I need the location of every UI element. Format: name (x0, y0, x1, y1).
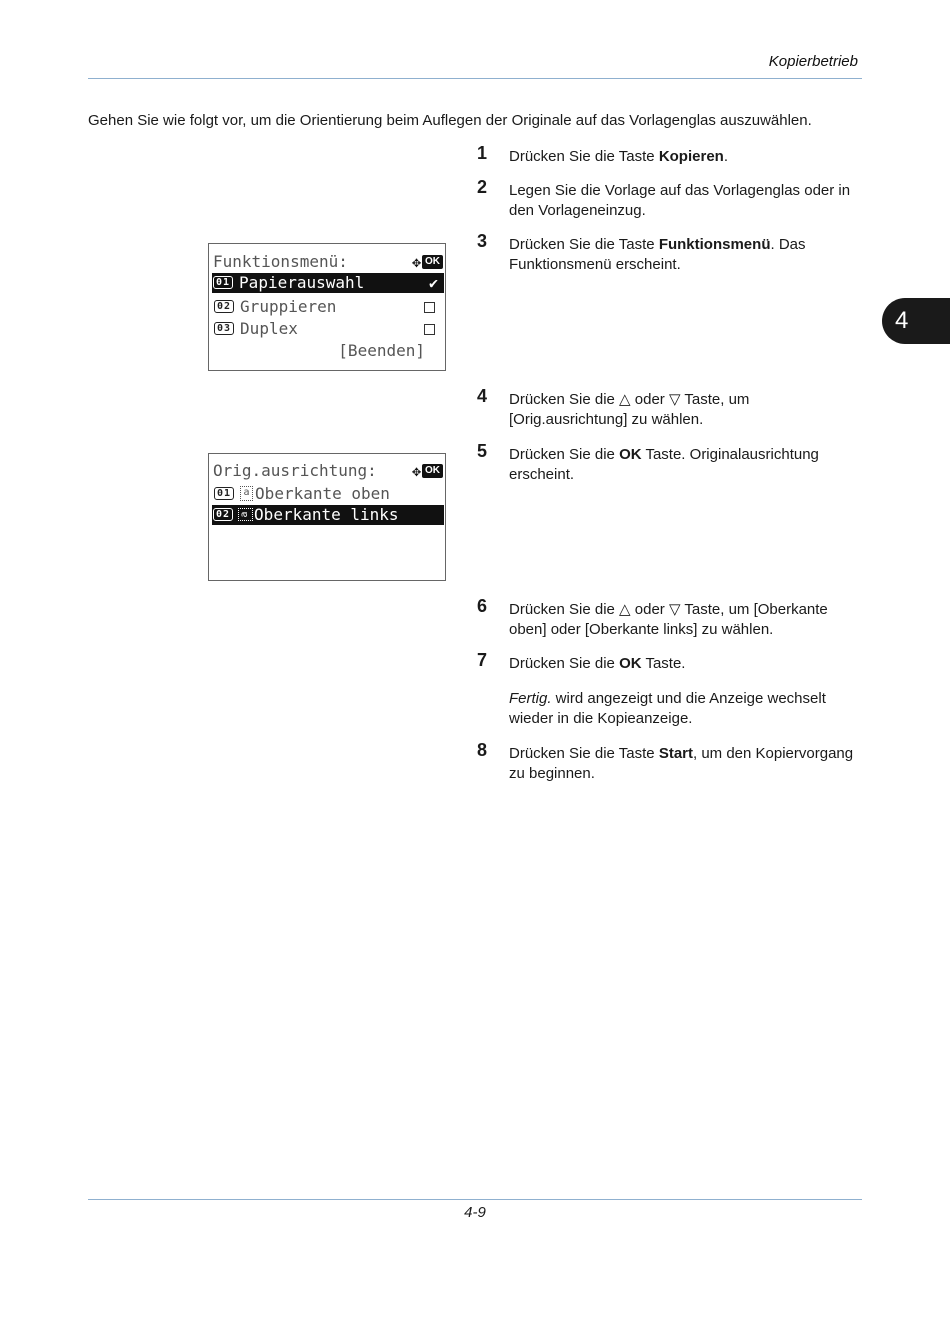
orientation-top-icon: a (240, 486, 253, 501)
item-label: Gruppieren (240, 297, 337, 316)
lcd-title: Orig.ausrichtung: (213, 461, 377, 480)
item-number-badge: 01 (214, 487, 234, 500)
step-text: Drücken Sie die △ oder ▽ Taste, um [Orig.ausrichtung] zu wählen. (509, 391, 750, 428)
lcd-menu-item-duplex[interactable] (213, 319, 445, 339)
item-number-badge: 02 (213, 508, 233, 521)
step-text: Drücken Sie die Taste Funktionsmenü. Das Funktionsmenü erscheint. (509, 236, 806, 273)
step-number: 8 (477, 740, 488, 760)
step-number: 6 (477, 596, 488, 616)
item-label: Duplex (240, 319, 298, 338)
header-rule (88, 78, 862, 79)
item-label: Oberkante oben (255, 484, 390, 503)
header-title: Kopierbetrieb (768, 53, 858, 70)
intro-text: Gehen Sie wie folgt vor, um die Orientierung beim Auflegen der Originale auf das Vorlagenglas auszuwählen. (88, 112, 812, 129)
lcd-menu-item-gruppieren[interactable] (213, 297, 445, 317)
step-number: 2 (477, 177, 488, 197)
item-label: Oberkante links (254, 505, 399, 524)
chapter-tab: 4 (882, 298, 950, 344)
lcd-menu-item-oberkante-oben[interactable] (213, 484, 445, 504)
page-number: 4-9 (464, 1204, 486, 1221)
step-number: 1 (477, 143, 488, 163)
step-text: Drücken Sie die Taste Start, um den Kopiervorgang zu beginnen. (509, 745, 854, 782)
ok-icon: OK (422, 255, 443, 269)
lcd-screen-orig-orientation (208, 453, 446, 581)
step-text: Legen Sie die Vorlage auf das Vorlagenglas oder in den Vorlageneinzug. (509, 182, 851, 219)
lcd-title-row (213, 252, 445, 272)
lcd-menu-item-oberkante-links[interactable] (212, 505, 444, 525)
item-label: Papierauswahl (239, 273, 365, 292)
checkbox-icon (424, 302, 435, 313)
step-7-note: Fertig. wird angezeigt und die Anzeige wechselt wieder in die Kopieanzeige. (509, 690, 826, 727)
lcd-end-button[interactable]: [Beenden] (338, 341, 425, 360)
footer-rule (88, 1199, 862, 1200)
item-number-badge: 01 (213, 276, 233, 289)
orientation-left-icon: a (238, 508, 253, 521)
navigation-icon: ✥ (411, 253, 421, 271)
step-text: Drücken Sie die OK Taste. Originalausrichtung erscheint. (509, 446, 819, 483)
navigation-icon: ✥ (411, 462, 421, 480)
step-number: 3 (477, 231, 488, 251)
lcd-menu-item-papierauswahl[interactable] (212, 273, 444, 293)
lcd-title: Funktionsmenü: (213, 252, 348, 271)
step-number: 7 (477, 650, 488, 670)
step-number: 4 (477, 386, 488, 406)
step-number: 5 (477, 441, 488, 461)
checkbox-icon (424, 324, 435, 335)
item-number-badge: 03 (214, 322, 234, 335)
step-text: Drücken Sie die OK Taste. (509, 655, 686, 672)
checkmark-icon: ✔ (428, 274, 438, 292)
step-text: Drücken Sie die △ oder ▽ Taste, um [Oberkante oben] oder [Oberkante links] zu wählen. (509, 601, 828, 638)
ok-icon: OK (422, 464, 443, 478)
lcd-footer-row (213, 341, 445, 361)
step-text: Drücken Sie die Taste Kopieren. (509, 148, 728, 165)
item-number-badge: 02 (214, 300, 234, 313)
lcd-screen-function-menu (208, 243, 446, 371)
lcd-title-row (213, 461, 445, 481)
